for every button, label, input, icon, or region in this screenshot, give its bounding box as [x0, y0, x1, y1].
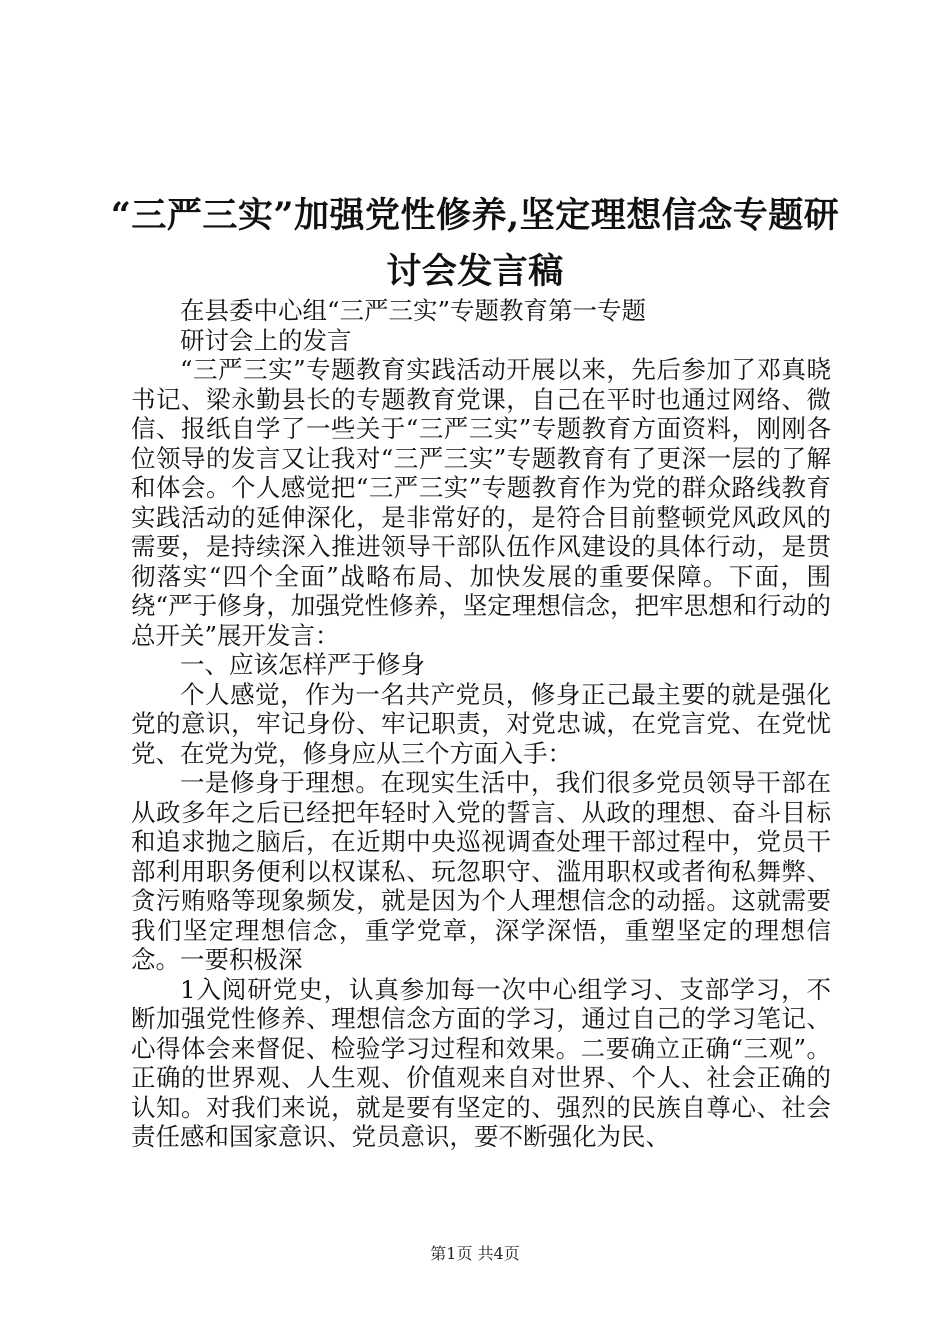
document-body	[131, 296, 831, 1152]
subtitle-line-1: 在县委中心组“三严三实”专题教育第一专题	[180, 296, 647, 325]
section-heading: 一、应该怎样严于修身	[180, 650, 425, 679]
page-footer: 第1页 共4页	[430, 1244, 520, 1263]
paragraph: “三严三实”专题教育实践活动开展以来，先后参加了邓真晓书记、梁永勤县长的专题教育党课，自己在平时也通过网络、微信、报纸自学了一些关于“三严三实”专题教育方面资料，刚刚各位领导的发言又让我对“三严三实”专题教育有了更深一层的了解和体会。个人感觉把“三严三实”专题教育作为党的群众路线教育实践活动的延伸深化，是非常好的，是符合目前整顿党风政风的需要，是持续深入推进领导干部队伍作风建设的具体行动，是贯彻落实“四个全面”战略布局、加快发展的重要保障。下面，围绕“严于修身，加强党性修养，坚定理想信念，把牢思想和行动的总开关”展开发言：	[131, 355, 831, 650]
subtitle-line-2: 研讨会上的发言	[180, 325, 352, 355]
paragraph: 个人感觉，作为一名共产党员，修身正己最主要的就是强化党的意识，牢记身份、牢记职责，对党忠诚，在党言党、在党忧党、在党为党，修身应从三个方面入手：	[131, 679, 831, 768]
paragraph: 1入阅研党史，认真参加每一次中心组学习、支部学习，不断加强党性修养、理想信念方面的学习，通过自己的学习笔记、心得体会来督促、检验学习过程和效果。二要确立正确“三观”。正确的世界观、人生观、价值观来自对世界、个人、社会正确的认知。对我们来说，就是要有坚定的、强烈的民族自尊心、社会责任感和国家意识、党员意识，要不断强化为民、	[131, 974, 831, 1151]
paragraph: 一是修身于理想。在现实生活中，我们很多党员领导干部在从政多年之后已经把年轻时入党的誓言、从政的理想、奋斗目标和追求抛之脑后，在近期中央巡视调查处理干部过程中，党员干部利用职务便利以权谋私、玩忽职守、滥用职权或者徇私舞弊、贪污贿赂等现象频发，就是因为个人理想信念的动摇。这就需要我们坚定理想信念，重学党章，深学深悟，重塑坚定的理想信念。一要积极深	[131, 768, 831, 974]
document-title: “三严三实”加强党性修养,坚定理想信念专题研讨会发言稿	[110, 195, 840, 292]
